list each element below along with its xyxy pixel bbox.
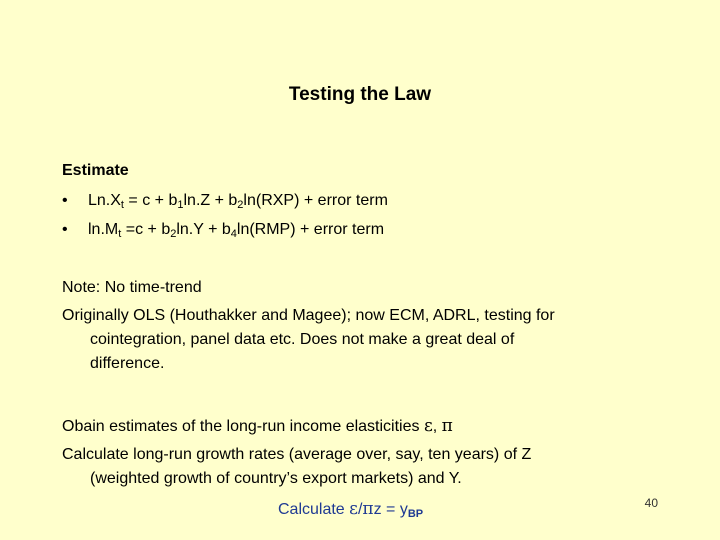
final-sub: BP <box>407 508 424 520</box>
eq2-part2: =c + b <box>121 221 171 238</box>
comma: , <box>432 418 442 435</box>
eq2-part4: ln(RMP) + error term <box>236 221 385 238</box>
obtain-text: Obain estimates of the long-run income elasticities <box>62 418 424 435</box>
eq1-part3: ln.Z + b <box>183 192 238 209</box>
final-pi-symbol: π <box>362 499 374 519</box>
page-number: 40 <box>644 496 658 510</box>
eq1-part2: = c + b <box>123 192 178 209</box>
note-line: Note: No time-trend <box>62 279 202 296</box>
eq1-sub2: 1 <box>177 199 184 211</box>
eq2-part1: ln.M <box>88 221 119 238</box>
estimate-heading: Estimate <box>62 162 129 179</box>
eq1-sub3: 2 <box>237 199 244 211</box>
eq1-sub1: t <box>120 199 124 211</box>
final-calc-word: Calculate <box>278 501 350 518</box>
obtain-line <box>62 414 453 439</box>
eq1-part1: Ln.X <box>88 192 121 209</box>
equation-import-row <box>62 218 384 242</box>
ols-line-2: cointegration, panel data etc. Does not make a great deal of <box>90 331 515 348</box>
slide-title: Testing the Law <box>288 84 432 105</box>
eq1-part4: ln(RXP) + error term <box>243 192 388 209</box>
ols-line-3: difference. <box>90 355 165 372</box>
final-epsilon-symbol: ε <box>349 499 358 519</box>
eq2-part3: ln.Y + b <box>176 221 231 238</box>
final-calculation <box>278 497 423 522</box>
eq2-sub1: t <box>118 228 122 240</box>
final-rest: z = y <box>373 501 408 518</box>
bullet-icon: • <box>62 192 68 209</box>
bullet-icon: • <box>62 221 68 238</box>
pi-symbol: π <box>441 416 453 436</box>
eq2-sub3: 4 <box>230 228 237 240</box>
calc-line-1: Calculate long-run growth rates (average over, say, ten years) of Z <box>62 446 532 463</box>
equation-export-row <box>62 189 388 213</box>
ols-line-1: Originally OLS (Houthakker and Magee); now ECM, ADRL, testing for <box>62 307 555 324</box>
eq2-sub2: 2 <box>170 228 177 240</box>
epsilon-symbol: ε <box>423 416 433 436</box>
calc-line-2: (weighted growth of country’s export markets) and Y. <box>90 470 462 487</box>
final-slash: / <box>357 501 363 518</box>
